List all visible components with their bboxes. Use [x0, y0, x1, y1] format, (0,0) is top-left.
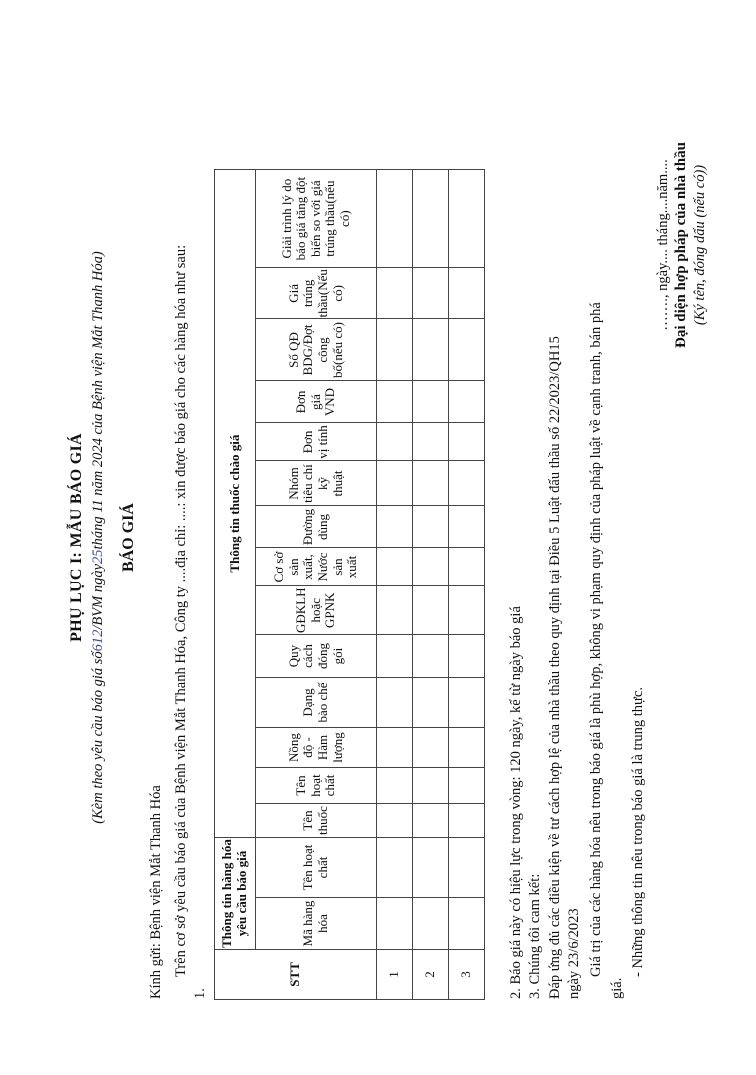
request-line: Trên cơ sở yêu cầu báo giá của Bệnh viện Mắt Thanh Hóa, Công ty ....địa chỉ: ....: xin được báo giá cho các hàng hóa như sau:	[173, 244, 189, 977]
table-row	[449, 170, 485, 1000]
ingredient-name-header: Tên hoạt chất	[256, 768, 377, 804]
commitment-pricing: Giá trị của các hàng hóa nêu trong báo giá là phù hợp, không vi phạm quy định của pháp luật về cạnh tranh, bán phá	[588, 302, 604, 977]
explanation-header: Giải trình lý do báo giá tăng đột biến so với giá trúng thầu(nếu có)	[256, 170, 377, 268]
table-row	[377, 170, 413, 1000]
bid-price-header: Giá trúng thầu(Nếu có)	[256, 268, 377, 319]
decision-number-header: Số QĐ BDG/Đợt công bố(nếu có)	[256, 319, 377, 381]
commitment-truthfulness: - Những thông tin nêu trong báo giá là trung thực.	[630, 687, 646, 977]
commitment-eligibility: Đáp ứng đủ các điều kiện về tư cách hợp lệ của nhà thầu theo quy định tại Điều 5 Luật đấu thầu số 22/2023/QH15	[547, 336, 563, 999]
subtitle-suffix: tháng 11 năm 2024 của Bệnh viện Mắt Thanh Hóa)	[90, 251, 106, 550]
addressee-line: Kính gửi: Bệnh viện Mắt Thanh Hóa	[148, 785, 164, 999]
requested-goods-header: Thông tin hàng hóa yêu cầu báo giá	[215, 838, 256, 950]
item-number: 1.	[192, 988, 208, 999]
manufacturer-header: Cơ sở sản xuất, Nước sản xuất	[256, 548, 377, 586]
row-number: 2	[413, 950, 449, 1000]
row-number: 3	[449, 950, 485, 1000]
quotation-table	[214, 169, 485, 1000]
unit-price-header: Đơn giá VND	[256, 381, 377, 423]
route-header: Đường dùng	[256, 506, 377, 548]
drug-name-header: Tên thuốc	[256, 804, 377, 838]
signature-note: (Ký tên, đóng dấu (nếu có))	[692, 164, 708, 326]
active-ingredient-header: Tên hoạt chất	[256, 838, 377, 898]
commitment-heading: 3. Chúng tôi cam kết:	[527, 873, 543, 999]
offered-drug-header: Thông tin thuốc chào giá	[215, 170, 256, 838]
packaging-header: Quy cách đóng gói	[256, 635, 377, 678]
table-header-row	[215, 170, 256, 1000]
subtitle-prefix: (Kèm theo yêu cầu báo giá số	[90, 651, 106, 824]
registration-header: GĐKLH hoặc GPNK	[256, 586, 377, 635]
row-number: 1	[377, 950, 413, 1000]
stt-header: STT	[215, 950, 377, 1000]
dosage-form-header: Dạng bào chế	[256, 678, 377, 728]
signature-date-line: ……., ngày.... tháng....năm....	[655, 159, 671, 331]
handwritten-day: 25	[90, 549, 106, 564]
appendix-title: PHỤ LỤC I: MẪU BÁO GIÁ	[68, 433, 85, 642]
subtitle-mid: /BVM ngày	[90, 563, 106, 630]
unit-header: Đơn vị tính	[256, 423, 377, 461]
commitment-eligibility-date: ngày 23/6/2023	[566, 908, 582, 999]
appendix-subtitle	[90, 0, 107, 1075]
table-row	[413, 170, 449, 1000]
handwritten-request-number: 612	[90, 629, 106, 652]
document-title: BÁO GIÁ	[120, 503, 137, 572]
item-code-header: Mã hàng hóa	[256, 898, 377, 950]
validity-note: 2. Báo giá này có hiệu lực trong vòng: 120 ngày, kể từ ngày báo giá	[508, 606, 524, 999]
commitment-pricing-cont: giá.	[609, 977, 625, 999]
table-subheader-row	[256, 170, 377, 1000]
technical-group-header: Nhóm tiêu chí kỹ thuật	[256, 461, 377, 506]
signature-title: Đại diện hợp pháp của nhà thầu	[673, 142, 689, 348]
concentration-header: Nồng độ - Hàm lượng	[256, 728, 377, 768]
